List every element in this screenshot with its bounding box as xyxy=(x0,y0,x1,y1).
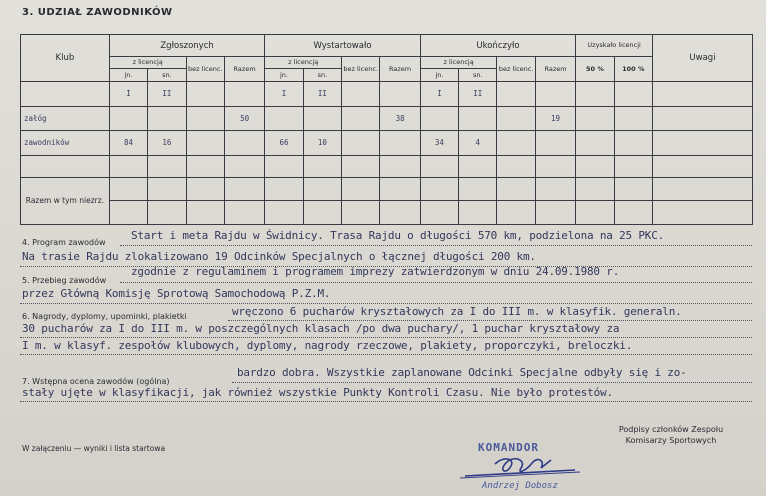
header-klub: Klub xyxy=(21,35,110,82)
header-50: 50 % xyxy=(576,57,614,82)
cell-ws-jn-class: I xyxy=(265,81,303,106)
dotted-line xyxy=(120,282,752,283)
ocena-label: 7. Wstępna ocena zawodów (ogólna) xyxy=(22,377,170,386)
cell-uk-sn-class: II xyxy=(459,81,497,106)
header-100: 100 % xyxy=(614,57,652,82)
nagrody-line-2: 30 pucharów za I do III m. w poszczególnych klasach /po dwa puchary/, 1 puchar kryształowy za xyxy=(22,322,620,335)
header-zgloszonych: Zgłoszonych xyxy=(109,35,264,57)
cell-ws-sn-class: II xyxy=(303,81,341,106)
program-line-1: Start i meta Rajdu w Świdnicy. Trasa Rajdu o długości 570 km, podzielona na 25 PKC. xyxy=(131,229,665,242)
stamp-title: KOMANDOR xyxy=(478,441,539,454)
przebieg-label: 5. Przebieg zawodów xyxy=(22,276,107,285)
cell-ws-jn-zaw: 66 xyxy=(265,131,303,156)
cell-uk-jn-zaw: 34 xyxy=(420,131,458,156)
program-line-2: Na trasie Rajdu zlokalizowano 19 Odcinków Specjalnych o łącznej długości 200 km. xyxy=(22,250,536,263)
header-zg-razem: Razem xyxy=(224,57,264,82)
nagrody-line-3: I m. w klasyf. zespołów klubowych, dyplomy, nagrody rzeczowe, plakiety, proporczyki, breloczki. xyxy=(22,339,633,352)
signatures-heading-2: Komisarzy Sportowych xyxy=(625,436,717,445)
signature-scribble xyxy=(455,452,585,482)
header-uk-z-licencja: z licencją xyxy=(420,57,497,68)
header-ws-sn: sn. xyxy=(303,68,341,81)
header-uk-sn: sn. xyxy=(459,68,497,81)
signatures-heading-1: Podpisy członków Zespołu xyxy=(618,425,724,434)
table-row xyxy=(21,106,753,131)
header-wystartowalo: Wystartowało xyxy=(265,35,420,57)
table-row xyxy=(21,81,753,106)
cell-zg-sn-zaw: 16 xyxy=(148,131,186,156)
program-label: 4. Program zawodów xyxy=(22,238,106,247)
header-uk-jn: jn. xyxy=(420,68,458,81)
dotted-line xyxy=(232,382,752,383)
header-uk-bez-licenc: bez licenc. xyxy=(497,57,535,82)
header-ws-z-licencja: z licencją xyxy=(265,57,342,68)
row-label-zawodnikow: zawodników xyxy=(21,131,110,156)
ocena-line-1: bardzo dobra. Wszystkie zaplanowane Odcinki Specjalne odbyły się i zo- xyxy=(237,366,687,379)
header-zg-bez-licenc: bez licenc. xyxy=(186,57,224,82)
cell-ws-razem-zalog: 38 xyxy=(380,106,420,131)
header-zg-sn: sn. xyxy=(148,68,186,81)
header-ws-razem: Razem xyxy=(380,57,420,82)
row-label-zalog: załóg xyxy=(21,106,110,131)
dotted-line xyxy=(20,303,752,304)
cell-uk-sn-zaw: 4 xyxy=(459,131,497,156)
header-uk-razem: Razem xyxy=(535,57,575,82)
cell-ws-sn-zaw: 10 xyxy=(303,131,341,156)
nagrody-label: 6. Nagrody, dyplomy, upominki, plakietki xyxy=(22,312,187,321)
cell-zg-jn-class: I xyxy=(109,81,147,106)
attachment-note: W załączeniu — wyniki i lista startowa xyxy=(22,444,166,453)
dotted-line xyxy=(20,354,752,355)
header-uzyskalo: Uzyskało licencji xyxy=(576,35,653,57)
participants-table xyxy=(20,34,753,225)
przebieg-line-2: przez Główną Komisję Sprotową Samochodową P.Z.M. xyxy=(22,287,331,300)
header-uwagi: Uwagi xyxy=(652,35,752,82)
dotted-line xyxy=(228,320,752,321)
table-row xyxy=(21,131,753,156)
stamp-name: Andrzej Dobosz xyxy=(482,481,558,491)
cell-zg-razem-zalog: 50 xyxy=(224,106,264,131)
header-ws-bez-licenc: bez licenc. xyxy=(342,57,380,82)
header-zg-z-licencja: z licencją xyxy=(109,57,186,68)
dotted-line xyxy=(20,337,752,338)
przebieg-line-1: zgodnie z regulaminem i programem imprezy zatwierdzonym w dniu 24.09.1980 r. xyxy=(131,265,620,278)
nagrody-line-1: wręczono 6 pucharów kryształowych za I do III m. w klasyfik. generaln. xyxy=(232,305,682,318)
cell-zg-sn-class: II xyxy=(148,81,186,106)
header-ws-jn: jn. xyxy=(265,68,303,81)
dotted-line xyxy=(20,401,752,402)
header-ukonczylo: Ukończyło xyxy=(420,35,575,57)
ocena-line-2: stały ujęte w klasyfikacji, jak również wszystkie Punkty Kontroli Czasu. Nie było protestów. xyxy=(22,386,613,399)
cell-uk-razem-zalog: 19 xyxy=(535,106,575,131)
dotted-line xyxy=(120,245,752,246)
row-label-razem: Razem w tym niezrz. xyxy=(21,178,110,225)
cell-uk-jn-class: I xyxy=(420,81,458,106)
cell-zg-jn-zaw: 84 xyxy=(109,131,147,156)
section-title: 3. UDZIAŁ ZAWODNIKÓW xyxy=(22,7,173,18)
header-zg-jn: jn. xyxy=(109,68,147,81)
